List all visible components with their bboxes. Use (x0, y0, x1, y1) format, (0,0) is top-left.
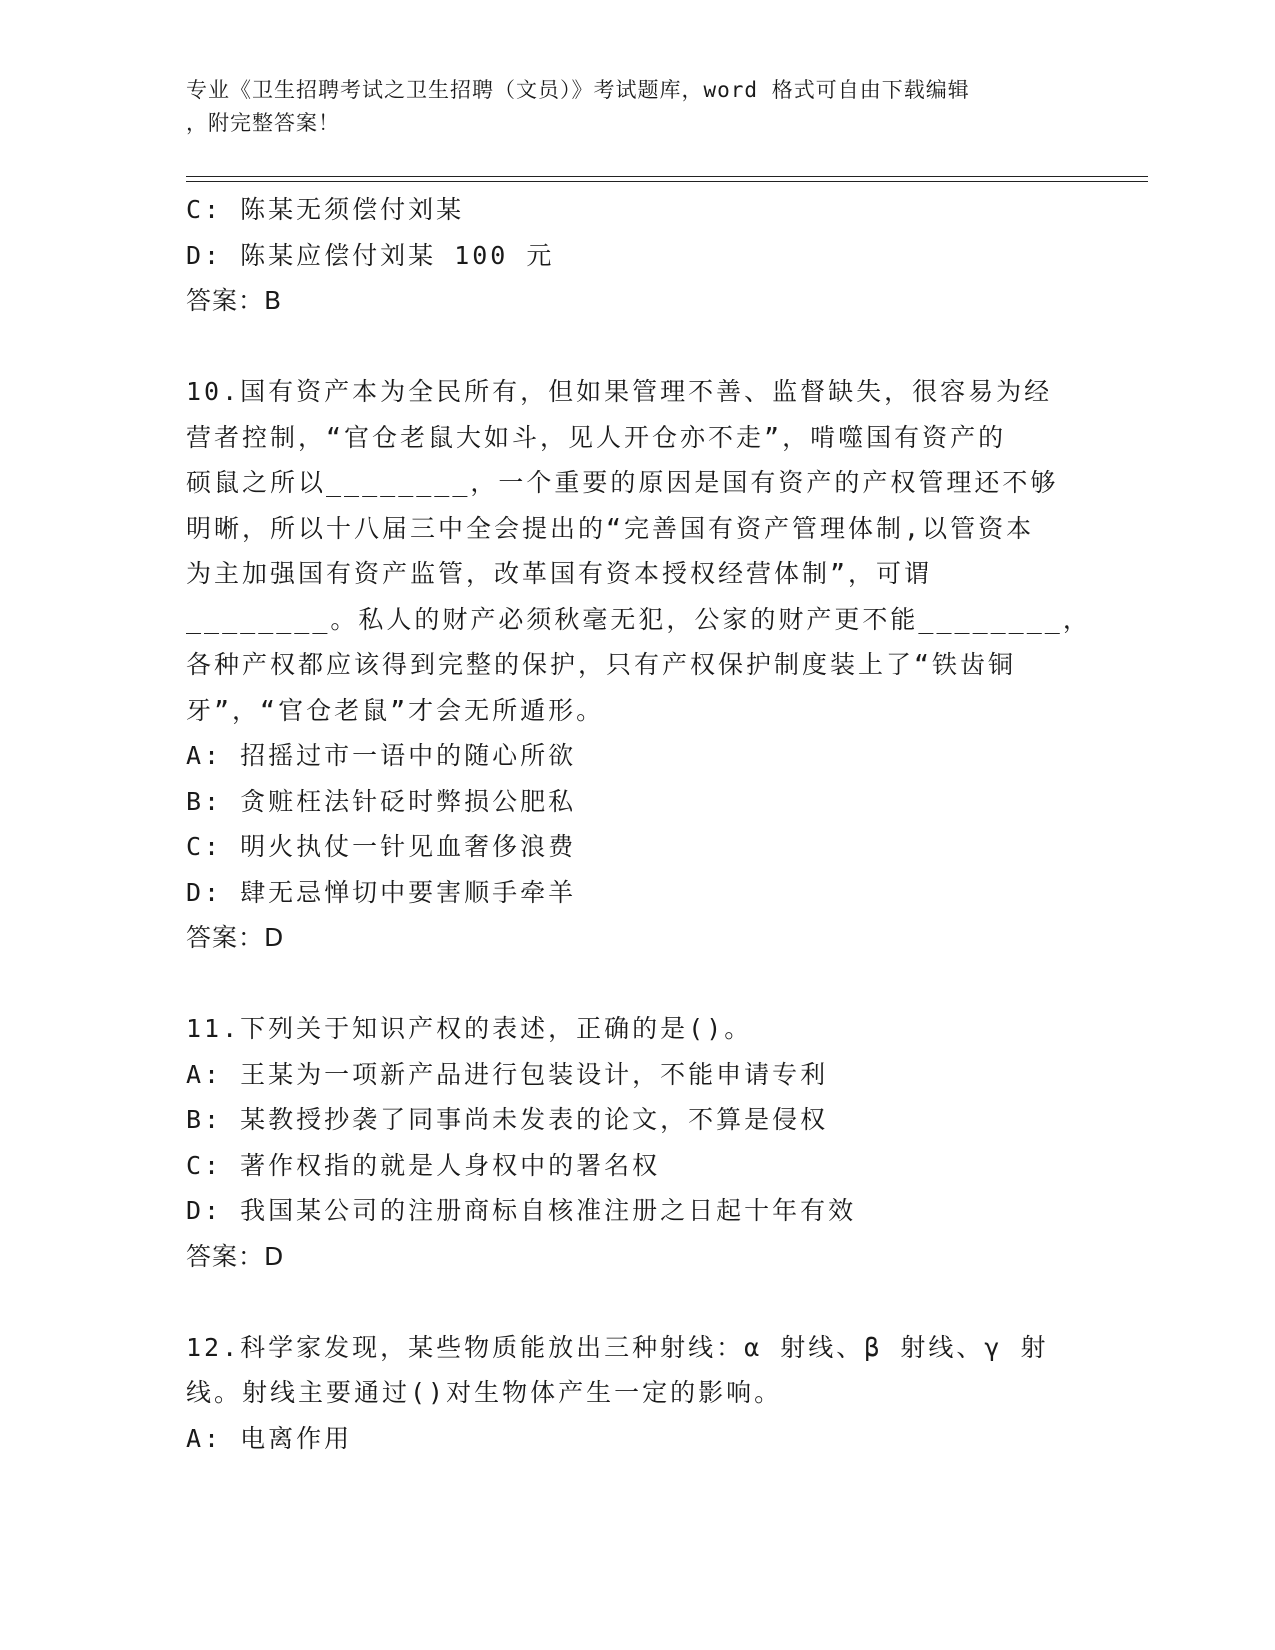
q10-text-line-6: ________。私人的财产必须秋毫无犯，公家的财产更不能________， (186, 604, 1091, 634)
q10-text-line-8: 牙”，“官仓老鼠”才会无所遁形。 (186, 695, 605, 725)
q11-option-c: C: 著作权指的就是人身权中的署名权 (186, 1150, 661, 1180)
q10-option-c: C: 明火执仗一针见血奢侈浪费 (186, 832, 577, 861)
spacer (186, 324, 1066, 370)
q10-text-line-3: 硕鼠之所以________，一个重要的原因是国有资产的产权管理还不够 (186, 468, 1059, 497)
q9-option-d: D: 陈某应偿付刘某 100 元 (186, 240, 555, 270)
q12-option-a: A: 电离作用 (186, 1423, 353, 1453)
q10-text-line-5: 为主加强国有资产监管，改革国有资本授权经营体制”，可谓 (186, 559, 933, 588)
q10-text-line-7: 各种产权都应该得到完整的保护，只有产权保护制度装上了“铁齿铜 (186, 650, 1017, 679)
q10-text-line-4: 明晰，所以十八届三中全会提出的“完善国有资产管理体制,以管资本 (186, 513, 1035, 543)
spacer (186, 961, 1066, 1007)
header-line-1: 专业《卫生招聘考试之卫生招聘（文员）》考试题库，word 格式可自由下载编辑 (186, 78, 970, 102)
q11-option-d: D: 我国某公司的注册商标自核准注册之日起十年有效 (186, 1196, 857, 1225)
q10-option-d: D: 肆无忌惮切中要害顺手牵羊 (186, 877, 577, 907)
q10-text-line-2: 营者控制，“官仓老鼠大如斗，见人开仓亦不走”，啃噬国有资产的 (186, 422, 1007, 452)
q9-answer: 答案：B (186, 286, 283, 315)
q12-text-line-2: 线。射线主要通过()对生物体产生一定的影响。 (186, 1378, 783, 1407)
q9-option-c: C: 陈某无须偿付刘某 (186, 195, 465, 224)
document-body (186, 187, 1091, 1461)
document-header (186, 74, 1086, 140)
spacer (186, 1279, 1066, 1325)
q11-answer: 答案：D (186, 1241, 285, 1271)
header-line-2: ，附完整答案！ (186, 111, 340, 135)
q11-option-a: A: 王某为一项新产品进行包装设计，不能申请专利 (186, 1059, 829, 1089)
q10-option-b: B: 贪赃枉法针砭时弊损公肥私 (186, 786, 577, 816)
q11-option-b: B: 某教授抄袭了同事尚未发表的论文，不算是侵权 (186, 1105, 829, 1134)
header-divider (186, 176, 1148, 182)
q11-question: 11.下列关于知识产权的表述，正确的是()。 (186, 1014, 753, 1043)
q10-text-line-1: 10.国有资产本为全民所有，但如果管理不善、监督缺失，很容易为经 (186, 377, 1053, 406)
q12-text-line-1: 12.科学家发现，某些物质能放出三种射线：α 射线、β 射线、γ 射 (186, 1332, 1049, 1362)
q10-option-a: A: 招摇过市一语中的随心所欲 (186, 741, 577, 770)
q10-answer: 答案：D (186, 923, 285, 952)
